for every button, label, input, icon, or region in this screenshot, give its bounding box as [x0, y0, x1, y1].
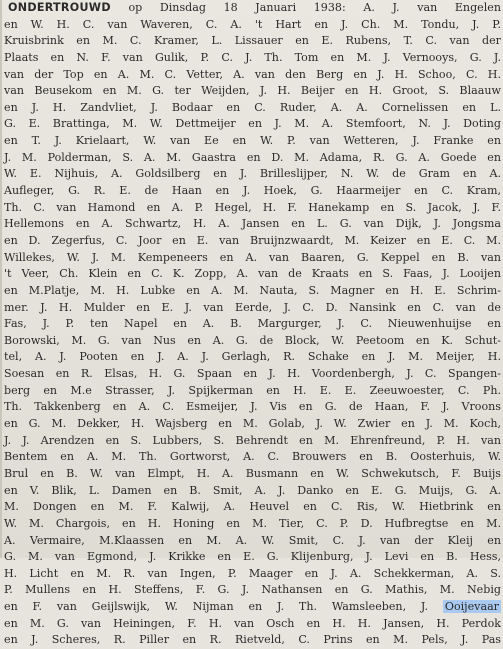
column-rule — [0, 0, 2, 558]
article-text-line: J. J. Arendzen en S. Lubbers, S. Behrendt en M. Ehrenfreund, P. H. van — [4, 433, 501, 447]
article-text-line: M. Dongen en M. F. Kalwij, A. Heuvel en C. Ris, W. Hietbrink en — [4, 500, 501, 514]
article-text-line: Fas, J. P. ten Napel en A. B. Margurger, J. C. Nieuwenhuijse en — [4, 317, 501, 331]
article-text-line: en T. J. Krielaart, W. van Ee en W. P. van Wetteren, J. Franke en — [4, 134, 501, 148]
article-body-end — [4, 616, 501, 633]
article-body — [4, 17, 501, 599]
article-text-line: 't Veer, Ch. Klein en C. K. Zopp, A. van de Kraats en S. Faas, J. Looijen — [4, 267, 501, 281]
article-text-line: G. M. van Egmond, J. Krikke en E. G. Klijenburg, J. Levi en B. Hess, — [4, 550, 501, 564]
article-text-line: A. Vermaire, M.Klaassen en M. A. W. Smit, C. J. van der Kleij en — [4, 533, 501, 547]
article-text-line: Bentem en A. M. Th. Gortworst, A. C. Brouwers en B. Oosterhuis, W. — [4, 450, 501, 464]
article-first-line — [4, 0, 501, 17]
article-text-line: van Beusekom en M. G. ter Weijden, J. H. Beijer en H. Groot, S. Blaauw — [4, 84, 501, 98]
article-text-line: berg en M.e Strasser, J. Spijkerman en H. E. E. Zeeuwoester, C. Ph. — [4, 383, 501, 397]
article-text-line: P. Mullens en H. Steffens, F. G. J. Nathansen en G. Mathis, M. Nebig — [4, 583, 501, 597]
article-heading: ONDERTROUWD — [8, 1, 111, 14]
article-text-line: Hellemons en A. Schwartz, H. A. Jansen en L. G. van Dijk, J. Jongsma — [4, 217, 501, 231]
article-text-line: Aufleger, G. R. E. de Haan en J. Hoek, G. Haarmeijer en C. Kram, — [4, 184, 501, 198]
article-text-line: Soesan en R. Elsas, H. G. Spaan en J. H. Voordenbergh, J. C. Spangen- — [4, 367, 501, 381]
marriage-notices-article — [4, 0, 501, 647]
article-text-line: Th. C. van Hamond en A. P. Hegel, H. F. Hanekamp en S. Jacok, J. F. — [4, 200, 501, 214]
article-text-line: H. Licht en M. R. van Ingen, P. Maager en J. A. Schekkerman, A. S. — [4, 566, 501, 580]
article-first-line-text: op Dinsdag 18 Januari 1938: A. J. van Engelen — [128, 1, 501, 14]
article-cut-line: en J. Scheres, R. Piller en R. Rietveld, C. Prins en M. Pels, J. Pas — [4, 633, 501, 647]
article-text-line: Brul en B. W. van Elmpt, H. A. Busmann en W. Schwekutsch, F. Buijs — [4, 466, 501, 480]
article-text-line: W. E. Nijhuis, A. Goldsilberg en J. Brilleslijper, N. W. de Gram en A. — [4, 167, 501, 181]
article-text-line: en M. G. van Heiningen, F. H. van Osch en H. H. Jansen, H. Perdok — [4, 616, 501, 630]
article-text-line: van der Top en A. M. C. Vetter, A. van den Berg en J. H. Schoo, C. H. — [4, 67, 501, 81]
article-text-line: tel, A. J. Pooten en J. A. J. Gerlagh, R. Schake en J. M. Meijer, H. — [4, 350, 501, 364]
article-text-line: Th. Takkenberg en A. C. Esmeijer, J. Vis en G. de Haan, F. J. Vroons — [4, 400, 501, 414]
article-text-line: Willekes, W. J. M. Kempeneers en A. van Baaren, G. Keppel en B. van — [4, 250, 501, 264]
article-text-line: G. E. Brattinga, M. W. Dettmeijer en J. M. A. Stemfoort, N. J. Doting — [4, 117, 501, 131]
article-text-line: Borowski, M. G. van Nus en A. G. de Block, W. Peetoom en K. Schut- — [4, 333, 501, 347]
article-text-line: W. M. Chargois, en H. Honing en M. Tier, C. P. D. Hufbregtse en M. — [4, 516, 501, 530]
article-text-line: en J. H. Zandvliet, J. Bodaar en C. Ruder, A. A. Cornelissen en L. — [4, 100, 501, 114]
article-text-line: en V. Blik, L. Damen en B. Smit, A. J. Danko en E. G. Muijs, G. A. — [4, 483, 501, 497]
search-highlight[interactable]: Ooijevaar — [444, 600, 499, 614]
article-text-line: en M.Platje, M. H. Lubke en A. M. Nauta, S. Magner en H. E. Schrim- — [4, 283, 501, 297]
highlighted-line-text: en F. van Geijlswijk, W. Nijman en J. Th. Wamsleeben, J. — [4, 600, 429, 614]
article-text-line: en G. M. Dekker, H. Wajsberg en M. Golab, J. W. Zwier en J. M. Koch, — [4, 417, 501, 431]
article-text-line: J. M. Polderman, S. A. M. Gaastra en D. M. Adama, R. G. A. Goede en — [4, 150, 501, 164]
article-text-line: mer. J. H. Mulder en E. J. van Eerde, J. C. D. Nansink en C. van de — [4, 300, 501, 314]
article-text-line: Kruisbrink en M. C. Kramer, L. Lissauer en E. Rubens, T. C. van der — [4, 34, 501, 48]
highlighted-text-line — [4, 599, 501, 616]
article-text-line: Plaats en N. F. van Gulik, P. C. J. Th. Tom en M. J. Vernooys, G. J. — [4, 50, 501, 64]
article-text-line: en W. H. C. van Waveren, C. A. 't Hart en J. Ch. M. Tondu, J. P. — [4, 17, 501, 31]
article-text-line: en D. Zegerfus, C. Joor en E. van Bruijnzwaardt, M. Keizer en E. C. M. — [4, 233, 501, 247]
